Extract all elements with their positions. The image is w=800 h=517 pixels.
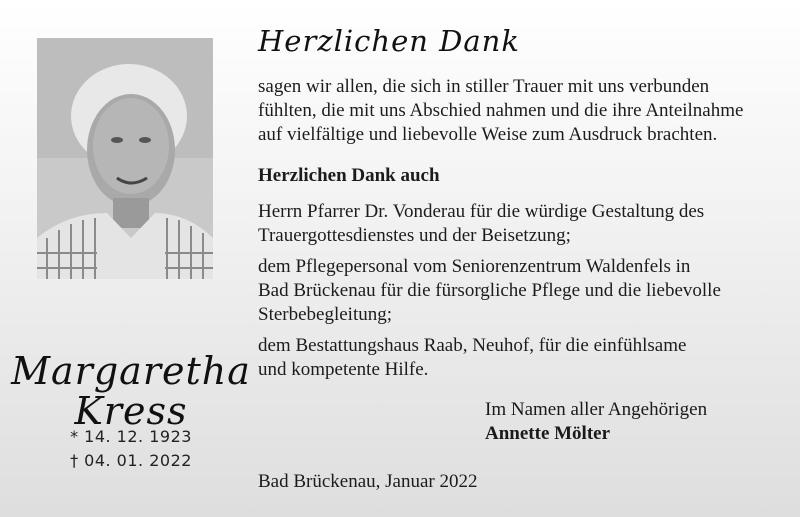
thanks-item-funeral-home: [258, 334, 778, 382]
thanks-line: Herrn Pfarrer Dr. Vonderau für die würdige Gestaltung des: [258, 201, 705, 222]
deceased-last-name: Kress: [74, 389, 188, 433]
place-date: Bad Brückenau, Januar 2022: [258, 471, 478, 492]
thanks-line: Trauergottesdienstes und der Beisetzung;: [258, 225, 571, 246]
thanks-line: dem Bestattungshaus Raab, Neuhof, für die einfühlsame: [258, 335, 687, 356]
intro-paragraph: [258, 75, 774, 147]
signature-line: Im Namen aller Angehörigen: [485, 399, 708, 420]
intro-line: auf vielfältige und liebevolle Weise zum Ausdruck brachten.: [258, 124, 718, 145]
thanks-line: Sterbebegleitung;: [258, 304, 393, 325]
page-title: Herzlichen Dank: [258, 24, 520, 58]
portrait-photo: [37, 38, 213, 279]
death-date: † 04. 01. 2022: [70, 451, 192, 470]
birth-date: * 14. 12. 1923: [70, 427, 192, 446]
signature-block: [485, 398, 707, 446]
thanks-item-pastor: [258, 200, 778, 248]
thanks-line: und kompetente Hilfe.: [258, 359, 429, 380]
thanks-item-care-staff: [258, 255, 778, 327]
deceased-first-name: Margaretha: [11, 349, 251, 393]
thanks-line: Bad Brückenau für die fürsorgliche Pflege und die liebevolle: [258, 280, 721, 301]
intro-line: fühlten, die mit uns Abschied nahmen und die ihre Anteilnahme: [258, 100, 744, 121]
intro-line: sagen wir allen, die sich in stiller Trauer mit uns verbunden: [258, 76, 710, 97]
thanks-line: dem Pflegepersonal vom Seniorenzentrum Waldenfels in: [258, 256, 691, 277]
signer-name: Annette Mölter: [485, 423, 611, 444]
sub-heading: Herzlichen Dank auch: [258, 165, 440, 186]
thanks-list: [258, 200, 778, 389]
